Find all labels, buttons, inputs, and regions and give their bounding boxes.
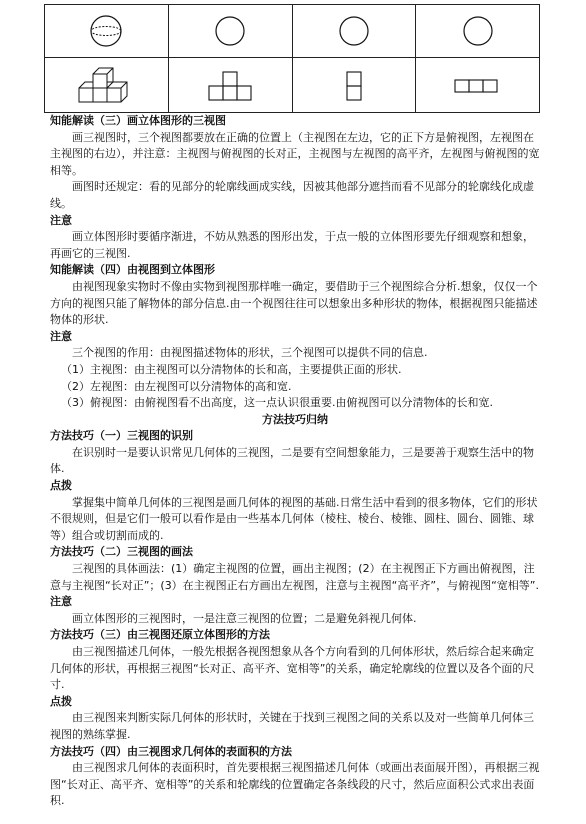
tip-heading: 点拨 <box>50 694 72 708</box>
paragraph: 由三视图求几何体的表面积时，首先要根据三视图描述几何体（或画出表面展开图），再根据三视图“长对正、高平齐、宽相等”的关系和轮廓线的位置确定各条线段的尺寸，然后应面积公式求出表面积. <box>50 761 540 808</box>
section-heading: 方法技巧（四）由三视图求几何体的表面积的方法 <box>50 744 292 758</box>
circle-view-1 <box>210 11 250 51</box>
paragraph: 画三视图时，三个视图都要放在正确的位置上（主视图在左边，它的正下方是俯视图，左视图在主视图的右边），并注意：主视图与俯视图的长对正，主视图与左视图的高平齐，左视图与俯视图的宽相等。 <box>50 130 540 177</box>
circle-view-2 <box>334 11 374 51</box>
circle-view-3 <box>458 11 498 51</box>
paragraph: 画立体图形的三视图时，一是注意三视图的位置；二是避免斜视几何体. <box>72 611 417 625</box>
paragraph: 画图时还规定：看的见部分的轮廓线画成实线，因被其他部分遮挡而看不见部分的轮廓线化成虚线。 <box>50 180 534 210</box>
section-heading: 知能解读（三）画立体图形的三视图 <box>50 114 226 127</box>
sphere-figure <box>86 11 126 51</box>
side-view-figure <box>334 62 374 108</box>
section-heading: 知能解读（四）由视图到立体图形 <box>50 263 215 277</box>
paragraph: 由三视图来判断实际几何体的形状时，关键在于找到三视图之间的关系以及对一些简单几何体三视图的熟练掌握. <box>50 711 534 741</box>
note-heading: 注意 <box>50 595 72 609</box>
list-item: （2）左视图：由左视图可以分清物体的高和宽. <box>61 379 292 393</box>
paragraph: 三视图的具体画法：(1）确定主视图的位置，画出主视图；(2）在主视图正下方画出俯视图，注意与主视图“长对正”；(3）在主视图正右方画出左视图，注意与主视图“高平齐”，与俯视图“宽相等”. <box>50 562 539 592</box>
top-view-cell <box>416 58 540 113</box>
paragraph: 三个视图的作用：由视图描述物体的形状，三个视图可以提供不同的信息. <box>72 346 428 360</box>
front-view-figure <box>200 62 260 108</box>
chapter-title: 方法技巧归纳 <box>262 412 328 426</box>
side-view-cell <box>292 58 416 113</box>
circle-view-cell-3 <box>416 5 540 58</box>
paragraph: 由三视图描述几何体，一般先根据各视图想象从各个方向看到的几何体形状，然后综合起来确定几何体的形状，再根据三视图“长对正、高平齐、宽相等”的关系，确定轮廓线的位置以及各个面的尺寸. <box>50 645 535 692</box>
three-view-table <box>44 4 540 113</box>
paragraph: 画立体图形时要循序渐进，不妨从熟悉的图形出发，于点一般的立体图形要先仔细观察和想象，再画它的三视图. <box>50 230 534 260</box>
note-heading: 注意 <box>50 213 72 227</box>
front-view-cell <box>168 58 292 113</box>
list-item: （3）俯视图：由俯视图看不出高度，这一点认识很重要.由俯视图可以分清物体的长和宽. <box>61 396 493 410</box>
paragraph: 由视图现象实物时不像由实物到视图那样唯一确定，要借助于三个视图综合分析.想象，仅仅一个方向的视图只能了解物体的部分信息.由一个视图往往可以想象出多种形状的物体，根据视图只能描述物体的形状. <box>50 279 538 327</box>
document-body <box>50 113 540 810</box>
paragraph: 在识别时一是要认识常见几何体的三视图，二是要有空间想象能力，三是要善于观察生活中的物体. <box>50 445 534 476</box>
circle-view-cell-1 <box>168 5 292 58</box>
cube-stack-figure <box>71 62 141 108</box>
section-heading: 方法技巧（二）三视图的画法 <box>50 545 193 559</box>
top-view-figure <box>443 62 513 108</box>
sphere-cell <box>45 5 169 58</box>
tip-heading: 点拨 <box>50 479 72 493</box>
section-heading: 方法技巧（一）三视图的识别 <box>50 429 193 443</box>
cube-stack-cell <box>45 58 169 113</box>
list-item: （1）主视图：由主视图可以分清物体的长和高，主要提供正面的形状. <box>61 362 402 376</box>
section-heading: 方法技巧（三）由三视图还原立体图形的方法 <box>50 628 270 642</box>
circle-view-cell-2 <box>292 5 416 58</box>
paragraph: 掌握集中简单几何体的三视图是画几何体的视图的基础.日常生活中看到的很多物体，它们的形状不很规则，但是它们一般可以看作是由一些基本几何体（棱柱、棱台、棱锥、圆柱、圆台、圆锥、球等）组合或切割而成的. <box>50 495 538 542</box>
note-heading: 注意 <box>50 329 72 343</box>
